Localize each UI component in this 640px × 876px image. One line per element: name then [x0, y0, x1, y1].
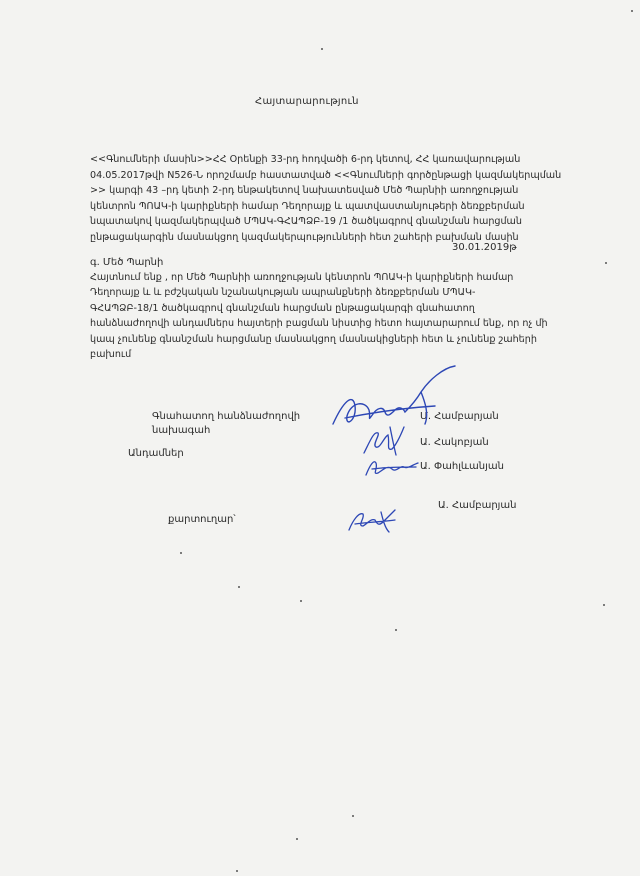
member2-signature [362, 455, 422, 481]
scan-speck [352, 815, 354, 817]
members-label: Անդամներ [128, 448, 184, 459]
body-line: բախում [90, 349, 132, 361]
declaration-paragraph [90, 270, 550, 362]
chair-label-line1: Գնահատող հանձնաժողովի [152, 411, 301, 422]
chair-name: Մ. Համբարյան [420, 411, 499, 422]
document-place: գ. Մեծ Պարնի [90, 257, 164, 268]
secretary-name: Ա. Համբարյան [438, 500, 517, 511]
body-line: կապ չունենք գնանշման հարցմանը մասնակցող մասնակիցների հետ և չունենք շահերի [90, 333, 537, 345]
body-line: Դեղորայք և և բժշկական նշանակության ապրանքների ձեռքբերման ՄՊԱԿ- [90, 287, 476, 299]
intro-line: կենտրոն ՊՈԱԿ-ի կարիքների համար Դեղորայք և պատվաստանյութերի ձեռքբերման [90, 200, 525, 212]
intro-paragraph [90, 152, 560, 245]
intro-line: նպատակով կազմակերպված ՄՊԱԿ-ԳՀԱՊՁԲ-19 /1 ծածկագրով գնանշման հարցման [90, 216, 522, 227]
scan-speck [236, 870, 238, 872]
member1-name: Ա. Հակոբյան [420, 437, 489, 448]
body-line: ԳՀԱՊՁԲ-18/1 ծածկագրով գնանշման հարցման ընթացակարգի գնահատող [90, 302, 475, 314]
intro-line: >> կարգի 43 –րդ կետի 2-րդ ենթակետով նախատեսված Մեծ Պարնիի առողջության [90, 185, 519, 196]
intro-line: <<Գնումների մասին>>ՀՀ Օրենքի 33-րդ հոդվածի 6-րդ կետով, ՀՀ կառավարության [90, 154, 521, 165]
scan-speck [180, 552, 182, 554]
scan-speck [603, 604, 605, 606]
member2-name: Ա. Փահլևանյան [420, 461, 504, 472]
scan-speck [296, 838, 298, 840]
scan-speck [395, 629, 397, 631]
chair-label-line2: նախագահ [152, 425, 211, 436]
secretary-label: քարտուղար՝ [168, 514, 236, 525]
document-title: Հայտարարություն [255, 96, 359, 107]
intro-line: 04.05.2017թվի N526-Ն որոշմամբ հաստատված <<Գնումների գործընթացի կազմակերպման [90, 169, 562, 181]
member1-signature [360, 423, 410, 459]
chair-label [152, 410, 300, 438]
scan-speck [238, 586, 240, 588]
document-date: 30.01.2019թ [452, 242, 517, 253]
body-line: հանձնաժողովի անդամներս հայտերի բացման նիստից հետո հայտարարում ենք, որ ոչ մի [90, 318, 548, 330]
scan-speck [300, 600, 302, 602]
scan-speck [605, 262, 607, 264]
scan-speck [321, 48, 323, 50]
secretary-signature [345, 506, 401, 536]
body-line: Հայտնում ենք , որ Մեծ Պարնիի առողջության կենտրոն ՊՈԱԿ-ի կարիքների համար [90, 272, 514, 283]
scan-speck [631, 10, 633, 12]
intro-line: ընթացակարգին մասնակցող կազմակերպությունների հետ շահերի բախման մասին [90, 231, 519, 243]
